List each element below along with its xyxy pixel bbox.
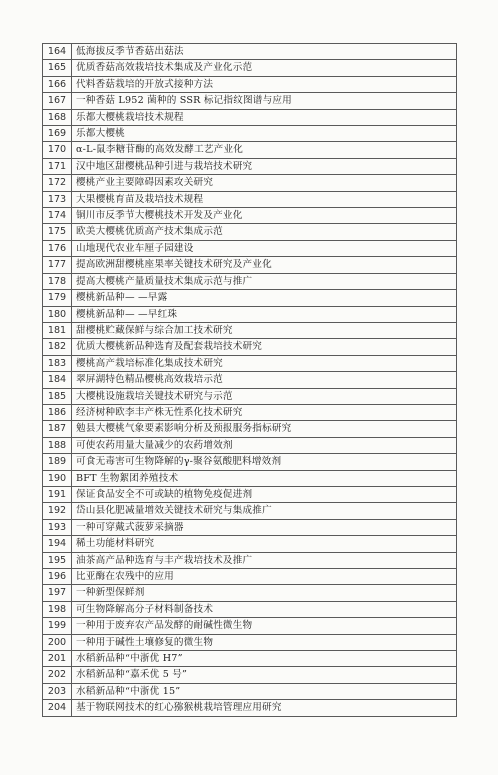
project-title: 经济树种欧李丰产株无性系化技术研究 bbox=[72, 404, 457, 420]
project-title: 一种新型保鲜剂 bbox=[72, 585, 457, 601]
table-row bbox=[43, 683, 457, 699]
row-number: 194 bbox=[43, 536, 72, 552]
row-number: 174 bbox=[43, 208, 72, 224]
table-row bbox=[43, 388, 457, 404]
project-title: 汉中地区甜樱桃品种引进与栽培技术研究 bbox=[72, 158, 457, 174]
project-title: 可食无毒害可生物降解的γ-聚谷氨酸肥料增效剂 bbox=[72, 454, 457, 470]
row-number: 196 bbox=[43, 569, 72, 585]
table-row bbox=[43, 208, 457, 224]
row-number: 172 bbox=[43, 175, 72, 191]
project-title: 优质香菇高效栽培技术集成及产业化示范 bbox=[72, 60, 457, 76]
row-number: 182 bbox=[43, 339, 72, 355]
table-row bbox=[43, 93, 457, 109]
table-row bbox=[43, 454, 457, 470]
table-row bbox=[43, 651, 457, 667]
project-title: 乐都大樱桃栽培技术规程 bbox=[72, 109, 457, 125]
table-row bbox=[43, 290, 457, 306]
row-number: 173 bbox=[43, 191, 72, 207]
row-number: 180 bbox=[43, 306, 72, 322]
project-list-table bbox=[42, 43, 457, 717]
row-number: 190 bbox=[43, 470, 72, 486]
table-row bbox=[43, 552, 457, 568]
row-number: 203 bbox=[43, 683, 72, 699]
table-row bbox=[43, 76, 457, 92]
table-row bbox=[43, 224, 457, 240]
table-row bbox=[43, 486, 457, 502]
table-row bbox=[43, 240, 457, 256]
project-title: 勉县大樱桃气象要素影响分析及预报服务指标研究 bbox=[72, 421, 457, 437]
table-row bbox=[43, 536, 457, 552]
row-number: 170 bbox=[43, 142, 72, 158]
row-number: 176 bbox=[43, 240, 72, 256]
table-row bbox=[43, 618, 457, 634]
project-title: 樱桃产业主要障碍因素攻关研究 bbox=[72, 175, 457, 191]
row-number: 175 bbox=[43, 224, 72, 240]
row-number: 188 bbox=[43, 437, 72, 453]
project-title: 大樱桃设施栽培关键技术研究与示范 bbox=[72, 388, 457, 404]
row-number: 178 bbox=[43, 273, 72, 289]
row-number: 184 bbox=[43, 372, 72, 388]
table-row bbox=[43, 634, 457, 650]
project-title: 山地现代农业车厘子园建设 bbox=[72, 240, 457, 256]
table-row bbox=[43, 421, 457, 437]
table-row bbox=[43, 306, 457, 322]
project-title: 可生物降解高分子材料制备技术 bbox=[72, 601, 457, 617]
table-row bbox=[43, 519, 457, 535]
row-number: 185 bbox=[43, 388, 72, 404]
project-title: 一种香菇 L952 菌种的 SSR 标记指纹图谱与应用 bbox=[72, 93, 457, 109]
project-title: 比亚酶在农残中的应用 bbox=[72, 569, 457, 585]
project-title: 提高大樱桃产量质量技术集成示范与推广 bbox=[72, 273, 457, 289]
row-number: 189 bbox=[43, 454, 72, 470]
project-title: 樱桃新品种— —早红珠 bbox=[72, 306, 457, 322]
row-number: 198 bbox=[43, 601, 72, 617]
row-number: 195 bbox=[43, 552, 72, 568]
table-row bbox=[43, 569, 457, 585]
table-row bbox=[43, 142, 457, 158]
project-title: 提高欧洲甜樱桃座果率关键技术研究及产业化 bbox=[72, 257, 457, 273]
project-title: 岱山县化肥减量增效关键技术研究与集成推广 bbox=[72, 503, 457, 519]
row-number: 197 bbox=[43, 585, 72, 601]
row-number: 166 bbox=[43, 76, 72, 92]
row-number: 167 bbox=[43, 93, 72, 109]
row-number: 186 bbox=[43, 404, 72, 420]
project-title: 水稻新品种“中浙优 H7” bbox=[72, 651, 457, 667]
row-number: 191 bbox=[43, 486, 72, 502]
table-row bbox=[43, 372, 457, 388]
row-number: 168 bbox=[43, 109, 72, 125]
table-body bbox=[43, 44, 457, 717]
row-number: 171 bbox=[43, 158, 72, 174]
table-row bbox=[43, 601, 457, 617]
table-row bbox=[43, 437, 457, 453]
project-title: 保证食品安全不可或缺的植物免疫促进剂 bbox=[72, 486, 457, 502]
project-title: 可使农药用量大量减少的农药增效剂 bbox=[72, 437, 457, 453]
table-row bbox=[43, 257, 457, 273]
table-row bbox=[43, 126, 457, 142]
table-row bbox=[43, 339, 457, 355]
project-title: 优质大樱桃新品种选育及配套栽培技术研究 bbox=[72, 339, 457, 355]
row-number: 169 bbox=[43, 126, 72, 142]
table-row bbox=[43, 585, 457, 601]
project-title: 稀土功能材料研究 bbox=[72, 536, 457, 552]
row-number: 193 bbox=[43, 519, 72, 535]
project-title: 甜樱桃贮藏保鲜与综合加工技术研究 bbox=[72, 322, 457, 338]
row-number: 187 bbox=[43, 421, 72, 437]
row-number: 204 bbox=[43, 700, 72, 716]
table-row bbox=[43, 503, 457, 519]
table-row bbox=[43, 700, 457, 716]
project-title: 一种用于废弃农产品发酵的耐碱性微生物 bbox=[72, 618, 457, 634]
project-title: 乐都大樱桃 bbox=[72, 126, 457, 142]
row-number: 181 bbox=[43, 322, 72, 338]
row-number: 192 bbox=[43, 503, 72, 519]
project-title: BFT 生物絮团养殖技术 bbox=[72, 470, 457, 486]
table-row bbox=[43, 322, 457, 338]
row-number: 179 bbox=[43, 290, 72, 306]
row-number: 201 bbox=[43, 651, 72, 667]
table-row bbox=[43, 470, 457, 486]
table-row bbox=[43, 273, 457, 289]
project-title: 大果樱桃育苗及栽培技术规程 bbox=[72, 191, 457, 207]
row-number: 165 bbox=[43, 60, 72, 76]
project-title: 油茶高产品种选育与丰产栽培技术及推广 bbox=[72, 552, 457, 568]
project-title: 一种用于碱性土壤修复的微生物 bbox=[72, 634, 457, 650]
project-title: 樱桃新品种— —早露 bbox=[72, 290, 457, 306]
project-title: 铜川市反季节大樱桃技术开发及产业化 bbox=[72, 208, 457, 224]
project-title: 水稻新品种“中浙优 15” bbox=[72, 683, 457, 699]
table-row bbox=[43, 109, 457, 125]
table-row bbox=[43, 191, 457, 207]
project-title: 代料香菇栽培的开放式接种方法 bbox=[72, 76, 457, 92]
project-title: 基于物联网技术的红心猕猴桃栽培管理应用研究 bbox=[72, 700, 457, 716]
row-number: 200 bbox=[43, 634, 72, 650]
project-title: 一种可穿戴式菠萝采摘器 bbox=[72, 519, 457, 535]
project-title: α-L-鼠李糖苷酶的高效发酵工艺产业化 bbox=[72, 142, 457, 158]
table-row bbox=[43, 355, 457, 371]
project-title: 水稻新品种“嘉禾优 5 号” bbox=[72, 667, 457, 683]
row-number: 202 bbox=[43, 667, 72, 683]
project-title: 欧美大樱桃优质高产技术集成示范 bbox=[72, 224, 457, 240]
row-number: 199 bbox=[43, 618, 72, 634]
project-title: 低海拔反季节香菇出菇法 bbox=[72, 44, 457, 60]
project-title: 翠屏湖特色精品樱桃高效栽培示范 bbox=[72, 372, 457, 388]
table-row bbox=[43, 60, 457, 76]
row-number: 177 bbox=[43, 257, 72, 273]
row-number: 164 bbox=[43, 44, 72, 60]
table-row bbox=[43, 404, 457, 420]
table-row bbox=[43, 175, 457, 191]
table-row bbox=[43, 667, 457, 683]
project-title: 樱桃高产栽培标准化集成技术研究 bbox=[72, 355, 457, 371]
table-row bbox=[43, 44, 457, 60]
table-row bbox=[43, 158, 457, 174]
row-number: 183 bbox=[43, 355, 72, 371]
